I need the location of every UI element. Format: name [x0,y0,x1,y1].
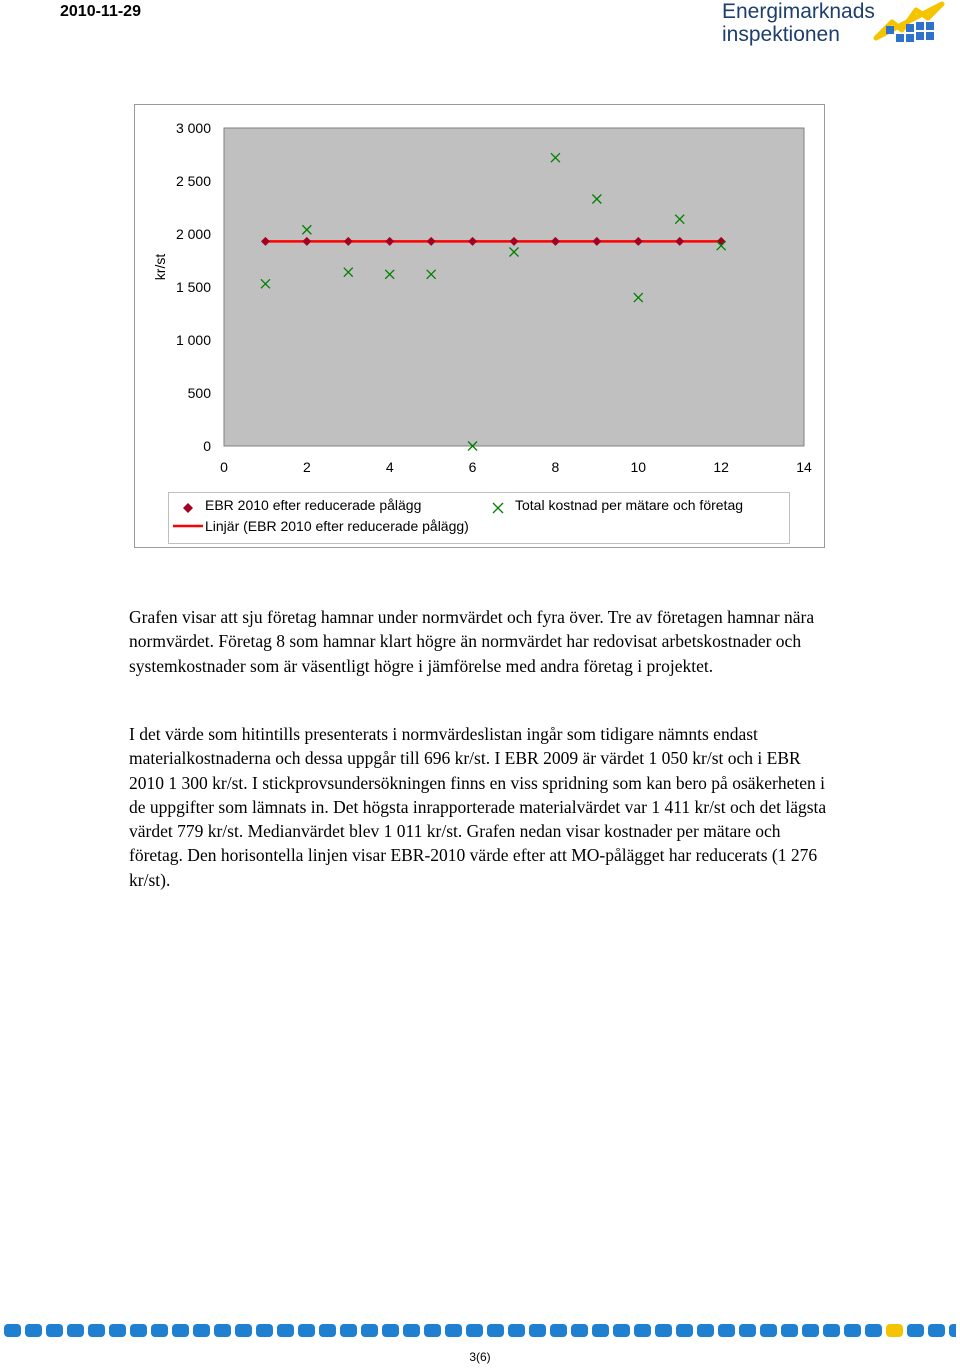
legend-diamond-marker-icon [181,501,195,515]
x-tick-label: 8 [551,459,560,475]
legend-line-marker-icon [173,521,203,531]
footer-bar-segment [655,1324,672,1337]
logo-line-1: Energimarknads [722,0,875,23]
footer-bar-segment [592,1324,609,1337]
footer-bar-segment [550,1324,567,1337]
footer-bar-segment [907,1324,924,1337]
logo-line-2: inspektionen [722,23,840,46]
plot-area [224,128,804,446]
footer-bar-segment [676,1324,693,1337]
footer-bar-segment [382,1324,399,1337]
footer-bar-segment [130,1324,147,1337]
footer-bar-segment [781,1324,798,1337]
legend-label-linear: Linjär (EBR 2010 efter reducerade pålägg) [205,518,469,534]
x-tick-label: 0 [220,459,228,475]
footer-bar-segment [571,1324,588,1337]
footer-decorative-bar [4,1322,956,1338]
footer-bar-segment [949,1324,956,1337]
footer-bar-segment [928,1324,945,1337]
footer-bar-segment [298,1324,315,1337]
page-number: 3(6) [469,1350,491,1364]
footer-bar-segment [235,1324,252,1337]
footer-bar-segment [109,1324,126,1337]
footer-bar-segment [718,1324,735,1337]
footer-bar-segment [361,1324,378,1337]
footer-bar-segment [466,1324,483,1337]
footer-bar-segment [823,1324,840,1337]
x-tick-label: 12 [713,459,729,475]
footer-bar-segment [844,1324,861,1337]
footer-bar-segment [487,1324,504,1337]
chart-frame [134,104,825,548]
x-tick-label: 4 [385,459,394,475]
footer-bar-segment [760,1324,777,1337]
footer-bar-segment [193,1324,210,1337]
paragraph-material-costs: I det värde som hitintills presenterats i normvärdeslistan ingår som tidigare nämnts endast materialkostnaderna och dessa uppgår till 696 kr/st. I EBR 2009 är värdet 1 050 kr/st och i EBR 2010 1 300 kr/st. I stickprovsundersökningen finns en viss spridning som kan bero på osäkerheten i de uppgifter som lämnats in. Det högsta inrapporterade materialvärdet var 1 411 kr/st och det lägsta värdet 779 kr/st. Medianvärdet blev 1 011 kr/st. Grafen nedan visar kostnader per mätare och företag. Den horisontella linjen visar EBR-2010 värde efter att MO-pålägget har reducerats (1 276 kr/st). [129,724,827,890]
footer-bar-segment [340,1324,357,1337]
legend-x-marker-icon [491,501,505,515]
footer-bar-segment [4,1324,21,1337]
footer-bar-segment [529,1324,546,1337]
y-tick-label: 1 000 [175,332,211,348]
footer-bar-segment [151,1324,168,1337]
y-tick-label: 2 000 [175,226,211,242]
scatter-chart [135,105,824,547]
footer-bar-segment [403,1324,420,1337]
footer-bar-segment [256,1324,273,1337]
footer-bar-segment [613,1324,630,1337]
footer-bar-segment [424,1324,441,1337]
footer-bar-segment [739,1324,756,1337]
y-tick-label: 3 000 [175,120,211,136]
footer-bar-segment [634,1324,651,1337]
footer-bar-segment [445,1324,462,1337]
footer-bar-segment [697,1324,714,1337]
footer-bar-segment [172,1324,189,1337]
x-tick-label: 10 [630,459,647,475]
footer-bar-segment [865,1324,882,1337]
x-tick-label: 2 [302,459,311,475]
legend-label-ebr: EBR 2010 efter reducerade pålägg [205,497,422,513]
header-date: 2010-11-29 [60,3,141,20]
logo-text [722,0,875,46]
y-tick-label: 2 500 [175,173,211,189]
footer-bar-segment [802,1324,819,1337]
footer-bar-segment [88,1324,105,1337]
footer-bar-segment [508,1324,525,1337]
footer-bar-segment [277,1324,294,1337]
footer-bar-segment [67,1324,84,1337]
y-tick-label: 1 500 [175,279,211,295]
y-axis-label: kr/st [152,253,168,281]
y-tick-label: 500 [187,385,211,401]
footer-bar-segment [886,1324,903,1337]
energimarknadsinspektionen-logo [722,0,948,48]
footer-bar-segment [46,1324,63,1337]
footer-bar-segment [25,1324,42,1337]
footer-bar-segment [214,1324,231,1337]
y-tick-label: 0 [203,438,211,454]
x-tick-label: 6 [468,459,477,475]
paragraph-chart-description: Grafen visar att sju företag hamnar under normvärdet och fyra över. Tre av företagen hamnar nära normvärdet. Företag 8 som hamnar klart högre än normvärdet har redovisat arbetskostnader och systemkostnader som är väsentligt högre i jämförelse med andra företag i projektet. [129,607,815,676]
footer-bar-segment [319,1324,336,1337]
chart-legend [168,492,790,544]
lightning-grid-logo-icon [872,0,946,46]
legend-label-total: Total kostnad per mätare och företag [515,497,744,513]
x-tick-label: 14 [796,459,812,475]
